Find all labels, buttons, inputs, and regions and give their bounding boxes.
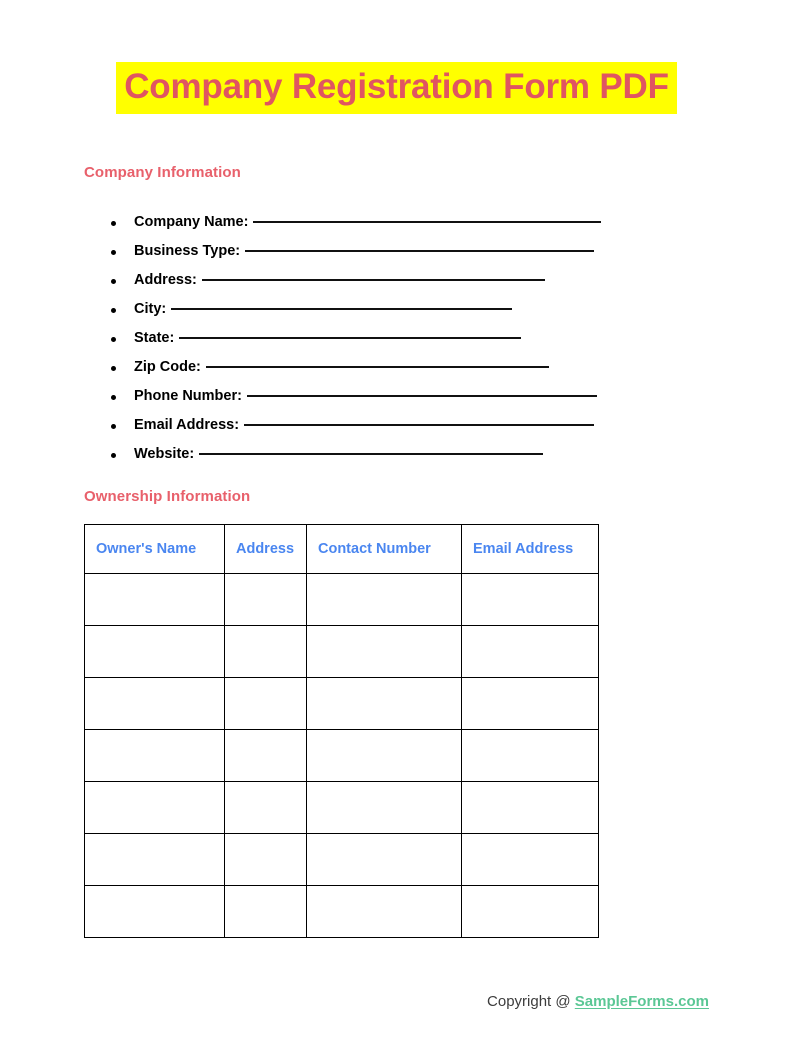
bullet-icon <box>111 366 116 371</box>
cell-contact-number[interactable] <box>307 574 462 626</box>
field-label: State: <box>134 330 175 346</box>
table-row <box>85 730 599 782</box>
bullet-icon <box>111 395 116 400</box>
field-label: Company Name: <box>134 214 249 230</box>
table-row <box>85 834 599 886</box>
field-label: Website: <box>134 446 195 462</box>
cell-address[interactable] <box>225 678 307 730</box>
list-item <box>84 353 704 382</box>
list-item <box>84 411 704 440</box>
fill-in-rule[interactable] <box>171 308 512 310</box>
list-item <box>84 382 704 411</box>
cell-contact-number[interactable] <box>307 730 462 782</box>
column-header-email-address: Email Address <box>462 525 599 574</box>
bullet-icon <box>111 308 116 313</box>
fill-in-rule[interactable] <box>253 221 601 223</box>
cell-address[interactable] <box>225 886 307 938</box>
field-label: Address: <box>134 272 197 288</box>
bullet-icon <box>111 424 116 429</box>
cell-address[interactable] <box>225 574 307 626</box>
fill-in-rule[interactable] <box>202 279 545 281</box>
fill-in-rule[interactable] <box>247 395 597 397</box>
cell-contact-number[interactable] <box>307 834 462 886</box>
cell-email-address[interactable] <box>462 626 599 678</box>
cell-address[interactable] <box>225 730 307 782</box>
fill-in-rule[interactable] <box>245 250 594 252</box>
field-label: Zip Code: <box>134 359 201 375</box>
field-label: Phone Number: <box>134 388 242 404</box>
company-information-field-list <box>84 208 704 469</box>
bullet-icon <box>111 337 116 342</box>
fill-in-rule[interactable] <box>206 366 549 368</box>
title-container <box>0 62 793 114</box>
cell-email-address[interactable] <box>462 782 599 834</box>
list-item <box>84 440 704 469</box>
cell-contact-number[interactable] <box>307 678 462 730</box>
page-title: Company Registration Form PDF <box>116 62 677 114</box>
section-heading-ownership-information: Ownership Information <box>84 488 251 505</box>
column-header-owners-name: Owner's Name <box>85 525 225 574</box>
footer-copyright <box>487 993 709 1010</box>
cell-owners-name[interactable] <box>85 730 225 782</box>
cell-owners-name[interactable] <box>85 886 225 938</box>
field-label: City: <box>134 301 167 317</box>
section-heading-company-information: Company Information <box>84 164 241 181</box>
list-item <box>84 324 704 353</box>
copyright-text: Copyright @ <box>487 993 575 1010</box>
column-header-contact-number: Contact Number <box>307 525 462 574</box>
table-header-row <box>85 525 599 574</box>
ownership-information-table <box>84 524 599 938</box>
bullet-icon <box>111 221 116 226</box>
cell-address[interactable] <box>225 626 307 678</box>
list-item <box>84 237 704 266</box>
cell-email-address[interactable] <box>462 678 599 730</box>
list-item <box>84 295 704 324</box>
fill-in-rule[interactable] <box>199 453 543 455</box>
cell-owners-name[interactable] <box>85 678 225 730</box>
cell-email-address[interactable] <box>462 574 599 626</box>
fill-in-rule[interactable] <box>244 424 594 426</box>
cell-owners-name[interactable] <box>85 834 225 886</box>
bullet-icon <box>111 453 116 458</box>
cell-email-address[interactable] <box>462 834 599 886</box>
list-item <box>84 208 704 237</box>
table-row <box>85 782 599 834</box>
cell-contact-number[interactable] <box>307 886 462 938</box>
table-row <box>85 886 599 938</box>
table-row <box>85 626 599 678</box>
cell-owners-name[interactable] <box>85 626 225 678</box>
table-row <box>85 678 599 730</box>
list-item <box>84 266 704 295</box>
cell-contact-number[interactable] <box>307 782 462 834</box>
cell-address[interactable] <box>225 834 307 886</box>
bullet-icon <box>111 250 116 255</box>
fill-in-rule[interactable] <box>179 337 521 339</box>
cell-owners-name[interactable] <box>85 574 225 626</box>
cell-email-address[interactable] <box>462 886 599 938</box>
cell-email-address[interactable] <box>462 730 599 782</box>
brand-link[interactable]: SampleForms.com <box>574 993 709 1010</box>
field-label: Business Type: <box>134 243 241 259</box>
table-row <box>85 574 599 626</box>
cell-owners-name[interactable] <box>85 782 225 834</box>
cell-contact-number[interactable] <box>307 626 462 678</box>
cell-address[interactable] <box>225 782 307 834</box>
column-header-address: Address <box>225 525 307 574</box>
bullet-icon <box>111 279 116 284</box>
field-label: Email Address: <box>134 417 240 433</box>
